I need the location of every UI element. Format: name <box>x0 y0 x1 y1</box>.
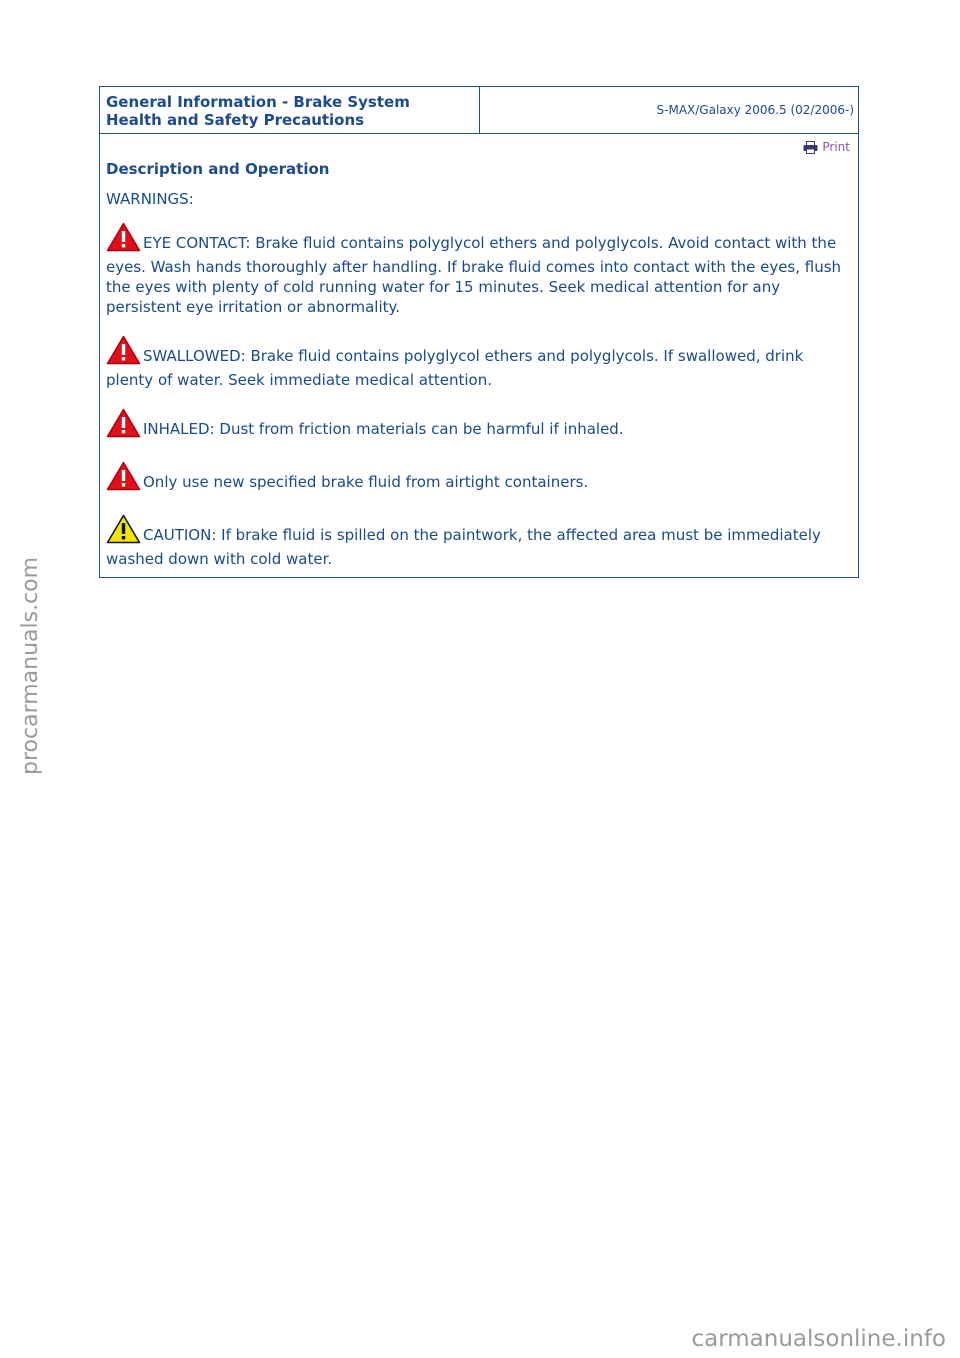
danger-warning-icon <box>106 335 141 370</box>
danger-warning-icon <box>106 408 141 443</box>
section-title: Description and Operation <box>106 160 330 178</box>
printer-icon <box>803 141 818 154</box>
title-line-1: General Information - Brake System <box>106 93 410 111</box>
side-watermark: procarmanuals.com <box>18 556 43 775</box>
model-info <box>480 87 858 133</box>
danger-warning-icon <box>106 461 141 496</box>
warnings-label: WARNINGS: <box>106 190 194 208</box>
warning-list <box>106 222 852 569</box>
document-title <box>100 87 480 133</box>
title-line-2: Health and Safety Precautions <box>106 111 365 129</box>
bottom-watermark: carmanualsonline.info <box>691 1326 946 1352</box>
warning-text: INHALED: Dust from friction materials can be harmful if inhaled. <box>143 420 624 438</box>
document-frame <box>99 86 859 578</box>
danger-warning-icon <box>106 222 141 257</box>
warning-text: Only use new specified brake fluid from airtight containers. <box>143 473 589 491</box>
warning-text: EYE CONTACT: Brake fluid contains polyglycol ethers and polyglycols. Avoid contact with the eyes. Wash hands thoroughly after handling. If brake fluid comes into contact with the eyes, flush the eyes with plenty of cold running water for 15 minutes. Seek medical attention for any persistent eye irritation or abnormality. <box>106 234 842 316</box>
print-label: Print <box>822 140 850 154</box>
document-body <box>100 134 858 577</box>
caution-icon <box>106 514 141 549</box>
warning-paragraph <box>106 514 852 569</box>
warning-paragraph <box>106 461 852 496</box>
model-label: S-MAX/Galaxy 2006.5 (02/2006-) <box>656 103 854 117</box>
warning-text: SWALLOWED: Brake fluid contains polyglycol ethers and polyglycols. If swallowed, drink plenty of water. Seek immediate medical attention. <box>106 347 804 389</box>
warning-text: CAUTION: If brake fluid is spilled on the paintwork, the affected area must be immediately washed down with cold water. <box>106 526 821 568</box>
warning-paragraph <box>106 222 852 317</box>
warning-paragraph <box>106 335 852 390</box>
print-button[interactable] <box>803 140 850 154</box>
warning-paragraph <box>106 408 852 443</box>
document-header <box>100 87 858 134</box>
